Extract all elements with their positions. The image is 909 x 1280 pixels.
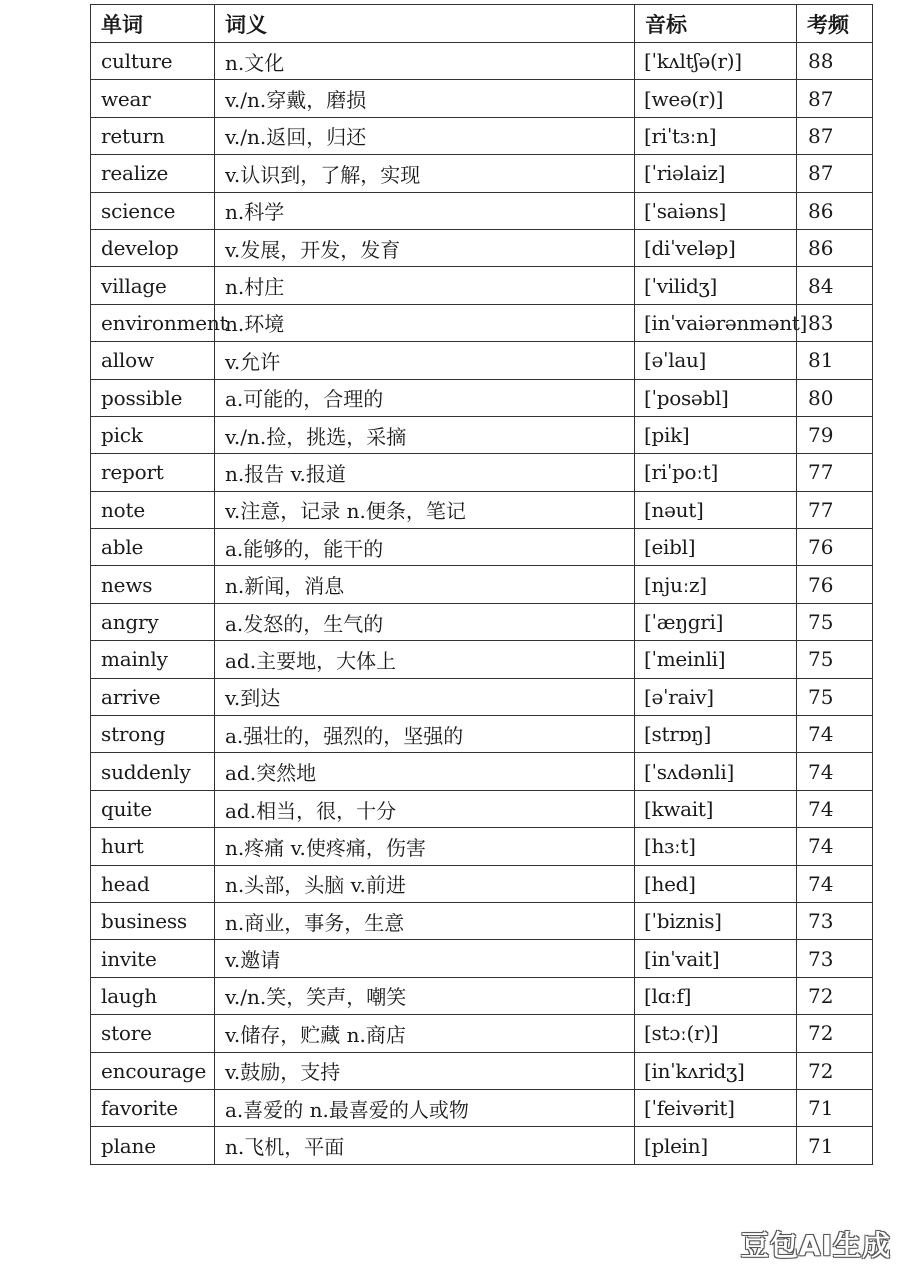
word-cell: laugh — [91, 977, 215, 1014]
table-row — [91, 603, 873, 640]
table-header — [91, 5, 873, 43]
phonetic-cell: [riˈpoːt] — [635, 454, 797, 491]
frequency-cell: 72 — [797, 1015, 873, 1052]
meaning-cell: a.发怒的，生气的 — [215, 603, 635, 640]
phonetic-cell: [hɜːt] — [635, 828, 797, 865]
table-row — [91, 641, 873, 678]
word-cell: quite — [91, 790, 215, 827]
table-row — [91, 865, 873, 902]
phonetic-cell: [əˈraiv] — [635, 678, 797, 715]
table-row — [91, 342, 873, 379]
phonetic-cell: [diˈveləp] — [635, 229, 797, 266]
table-row — [91, 678, 873, 715]
header-word: 单词 — [91, 5, 215, 43]
frequency-cell: 81 — [797, 342, 873, 379]
table-row — [91, 229, 873, 266]
phonetic-cell: [nəut] — [635, 491, 797, 528]
meaning-cell: ad.突然地 — [215, 753, 635, 790]
meaning-cell: a.喜爱的 n.最喜爱的人或物 — [215, 1089, 635, 1126]
table-row — [91, 716, 873, 753]
table-row — [91, 529, 873, 566]
meaning-cell: v.储存，贮藏 n.商店 — [215, 1015, 635, 1052]
frequency-cell: 75 — [797, 603, 873, 640]
frequency-cell: 87 — [797, 117, 873, 154]
phonetic-cell: [ˈsʌdənli] — [635, 753, 797, 790]
phonetic-cell: [hed] — [635, 865, 797, 902]
word-cell: hurt — [91, 828, 215, 865]
frequency-cell: 72 — [797, 1052, 873, 1089]
meaning-cell: a.能够的，能干的 — [215, 529, 635, 566]
phonetic-cell: [ˈfeivərit] — [635, 1089, 797, 1126]
meaning-cell: n.新闻，消息 — [215, 566, 635, 603]
frequency-cell: 77 — [797, 454, 873, 491]
meaning-cell: v./n.穿戴，磨损 — [215, 80, 635, 117]
phonetic-cell: [inˈvaiərənmənt] — [635, 304, 797, 341]
meaning-cell: v.邀请 — [215, 940, 635, 977]
table-row — [91, 828, 873, 865]
table-body — [91, 43, 873, 1165]
frequency-cell: 80 — [797, 379, 873, 416]
meaning-cell: a.可能的，合理的 — [215, 379, 635, 416]
word-cell: mainly — [91, 641, 215, 678]
word-cell: culture — [91, 43, 215, 80]
meaning-cell: n.科学 — [215, 192, 635, 229]
meaning-cell: n.文化 — [215, 43, 635, 80]
table-row — [91, 267, 873, 304]
frequency-cell: 87 — [797, 80, 873, 117]
phonetic-cell: [ˈmeinli] — [635, 641, 797, 678]
frequency-cell: 75 — [797, 641, 873, 678]
meaning-cell: v.注意，记录 n.便条，笔记 — [215, 491, 635, 528]
phonetic-cell: [inˈkʌridʒ] — [635, 1052, 797, 1089]
table-row — [91, 43, 873, 80]
word-cell: develop — [91, 229, 215, 266]
phonetic-cell: [ˈriəlaiz] — [635, 155, 797, 192]
frequency-cell: 75 — [797, 678, 873, 715]
frequency-cell: 88 — [797, 43, 873, 80]
frequency-cell: 73 — [797, 940, 873, 977]
phonetic-cell: [ˈsaiəns] — [635, 192, 797, 229]
meaning-cell: v./n.笑，笑声，嘲笑 — [215, 977, 635, 1014]
phonetic-cell: [inˈvait] — [635, 940, 797, 977]
word-cell: store — [91, 1015, 215, 1052]
word-cell: suddenly — [91, 753, 215, 790]
phonetic-cell: [eibl] — [635, 529, 797, 566]
meaning-cell: v.鼓励，支持 — [215, 1052, 635, 1089]
word-cell: encourage — [91, 1052, 215, 1089]
frequency-cell: 86 — [797, 192, 873, 229]
table-row — [91, 902, 873, 939]
meaning-cell: n.报告 v.报道 — [215, 454, 635, 491]
phonetic-cell: [plein] — [635, 1127, 797, 1164]
phonetic-cell: [kwait] — [635, 790, 797, 827]
phonetic-cell: [ˈbiznis] — [635, 902, 797, 939]
header-row — [91, 5, 873, 43]
table-row — [91, 155, 873, 192]
word-cell: possible — [91, 379, 215, 416]
table-row — [91, 940, 873, 977]
phonetic-cell: [njuːz] — [635, 566, 797, 603]
frequency-cell: 74 — [797, 716, 873, 753]
word-cell: environment — [91, 304, 215, 341]
word-cell: arrive — [91, 678, 215, 715]
watermark: 豆包AI生成 — [740, 1229, 891, 1262]
frequency-cell: 87 — [797, 155, 873, 192]
table-row — [91, 454, 873, 491]
vocabulary-table — [90, 4, 873, 1165]
word-cell: business — [91, 902, 215, 939]
word-cell: wear — [91, 80, 215, 117]
meaning-cell: v./n.返回，归还 — [215, 117, 635, 154]
frequency-cell: 73 — [797, 902, 873, 939]
word-cell: science — [91, 192, 215, 229]
phonetic-cell: [riˈtɜːn] — [635, 117, 797, 154]
meaning-cell: n.头部，头脑 v.前进 — [215, 865, 635, 902]
word-cell: village — [91, 267, 215, 304]
meaning-cell: v.允许 — [215, 342, 635, 379]
word-cell: return — [91, 117, 215, 154]
table-row — [91, 192, 873, 229]
meaning-cell: n.飞机，平面 — [215, 1127, 635, 1164]
table-row — [91, 566, 873, 603]
frequency-cell: 74 — [797, 865, 873, 902]
phonetic-cell: [ˈposəbl] — [635, 379, 797, 416]
frequency-cell: 79 — [797, 416, 873, 453]
meaning-cell: ad.主要地，大体上 — [215, 641, 635, 678]
phonetic-cell: [ˈæŋgri] — [635, 603, 797, 640]
table-row — [91, 80, 873, 117]
word-cell: head — [91, 865, 215, 902]
table-row — [91, 1052, 873, 1089]
word-cell: report — [91, 454, 215, 491]
frequency-cell: 83 — [797, 304, 873, 341]
table-row — [91, 117, 873, 154]
word-cell: pick — [91, 416, 215, 453]
meaning-cell: n.疼痛 v.使疼痛，伤害 — [215, 828, 635, 865]
word-cell: favorite — [91, 1089, 215, 1126]
phonetic-cell: [strɒŋ] — [635, 716, 797, 753]
word-cell: angry — [91, 603, 215, 640]
table-row — [91, 491, 873, 528]
frequency-cell: 76 — [797, 529, 873, 566]
table-row — [91, 1127, 873, 1164]
table-row — [91, 304, 873, 341]
frequency-cell: 74 — [797, 828, 873, 865]
phonetic-cell: [stɔː(r)] — [635, 1015, 797, 1052]
frequency-cell: 76 — [797, 566, 873, 603]
table-row — [91, 379, 873, 416]
frequency-cell: 74 — [797, 790, 873, 827]
header-frequency: 考频 — [797, 5, 873, 43]
frequency-cell: 71 — [797, 1089, 873, 1126]
phonetic-cell: [weə(r)] — [635, 80, 797, 117]
table-row — [91, 977, 873, 1014]
meaning-cell: v.认识到，了解，实现 — [215, 155, 635, 192]
word-cell: strong — [91, 716, 215, 753]
word-cell: allow — [91, 342, 215, 379]
frequency-cell: 77 — [797, 491, 873, 528]
phonetic-cell: [lɑːf] — [635, 977, 797, 1014]
meaning-cell: n.村庄 — [215, 267, 635, 304]
meaning-cell: ad.相当，很，十分 — [215, 790, 635, 827]
table-row — [91, 1015, 873, 1052]
meaning-cell: n.环境 — [215, 304, 635, 341]
word-cell: plane — [91, 1127, 215, 1164]
frequency-cell: 71 — [797, 1127, 873, 1164]
table-row — [91, 1089, 873, 1126]
phonetic-cell: [əˈlau] — [635, 342, 797, 379]
header-phonetic: 音标 — [635, 5, 797, 43]
meaning-cell: v.到达 — [215, 678, 635, 715]
word-cell: invite — [91, 940, 215, 977]
frequency-cell: 72 — [797, 977, 873, 1014]
meaning-cell: v.发展，开发，发育 — [215, 229, 635, 266]
frequency-cell: 74 — [797, 753, 873, 790]
meaning-cell: a.强壮的，强烈的，坚强的 — [215, 716, 635, 753]
frequency-cell: 86 — [797, 229, 873, 266]
meaning-cell: n.商业，事务，生意 — [215, 902, 635, 939]
word-cell: realize — [91, 155, 215, 192]
frequency-cell: 84 — [797, 267, 873, 304]
word-cell: news — [91, 566, 215, 603]
table-row — [91, 416, 873, 453]
word-cell: able — [91, 529, 215, 566]
table-row — [91, 753, 873, 790]
phonetic-cell: [ˈvilidʒ] — [635, 267, 797, 304]
phonetic-cell: [ˈkʌltʃə(r)] — [635, 43, 797, 80]
phonetic-cell: [pik] — [635, 416, 797, 453]
header-meaning: 词义 — [215, 5, 635, 43]
word-cell: note — [91, 491, 215, 528]
table-row — [91, 790, 873, 827]
meaning-cell: v./n.捡，挑选，采摘 — [215, 416, 635, 453]
